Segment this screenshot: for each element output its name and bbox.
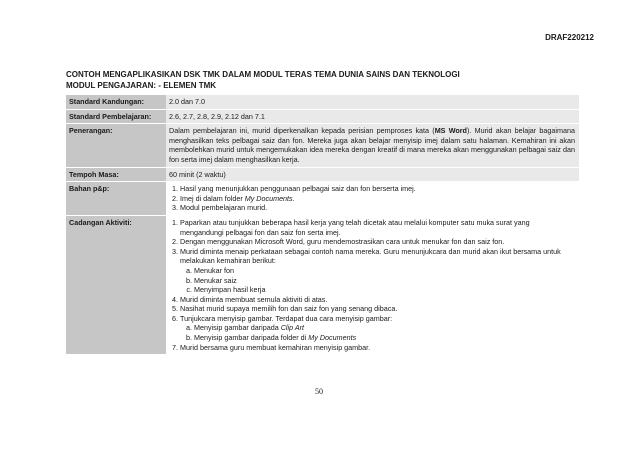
- value-standard-kandungan: 2.0 dan 7.0: [166, 95, 579, 109]
- aktiviti-item: [180, 247, 575, 295]
- aktiviti-subitem: c. Menyimpan hasil kerja: [194, 285, 575, 295]
- bahan-list: [169, 184, 575, 213]
- row-penerangan: [66, 124, 579, 167]
- label-standard-kandungan: Standard Kandungan:: [66, 95, 166, 109]
- document-title: [66, 70, 586, 91]
- aktiviti-subitem-text: Menyisip gambar daripada folder di: [194, 333, 309, 343]
- penerangan-text-1: Dalam pembelajaran ini, murid diperkenalkan kepada perisian pemproses kata (: [169, 126, 435, 136]
- aktiviti-subitem: [194, 323, 575, 333]
- aktiviti-item: [180, 218, 575, 237]
- aktiviti-item-text: Paparkan atau tunjukkan beberapa hasil kerja yang telah dicetak atau melalui komputer satu muka surat yang mengandungi pelbagai fon dan saiz fon serta imej.: [180, 217, 530, 237]
- aktiviti-item: [180, 343, 575, 353]
- bahan-item: [180, 194, 575, 204]
- label-cadangan-aktiviti: Cadangan Aktiviti:: [66, 215, 166, 354]
- bahan-item-text: Imej di dalam folder: [180, 193, 245, 203]
- bahan-item-text: Modul pembelajaran murid.: [180, 203, 268, 213]
- penerangan-text-2: ). Murid akan belajar bagaimana menghasilkan teks pelbagai saiz dan fon. Mereka juga akan belajar menyisip imej dalam satu halaman. Kemahiran ini akan membolehkan murid untuk mengemukakan idea mereka dengan kreatif di mana mereka akan menggunakan pelbagai saiz dan fon serta imej dalam menghasilkan kerja.: [169, 126, 576, 164]
- title-line-1: CONTOH MENGAPLIKASIKAN DSK TMK DALAM MODUL TERAS TEMA DUNIA SAINS DAN TEKNOLOGI: [66, 70, 460, 79]
- aktiviti-subitem: a. Menukar fon: [194, 266, 575, 276]
- aktiviti-sublist: [180, 323, 575, 342]
- value-standard-pembelajaran: 2.6, 2.7, 2.8, 2.9, 2.12 dan 7.1: [166, 109, 579, 124]
- value-tempoh-masa: 60 minit (2 waktu): [166, 167, 579, 182]
- bahan-item-italic: My Documents: [244, 193, 293, 203]
- bahan-item: [180, 184, 575, 194]
- aktiviti-item-text: Murid bersama guru membuat kemahiran menyisip gambar.: [180, 342, 371, 352]
- row-standard-pembelajaran: [66, 109, 579, 124]
- bahan-item-text: Hasil yang menunjukkan penggunaan pelbagai saiz dan fon berserta imej.: [180, 184, 416, 194]
- bahan-item-tail: .: [292, 193, 295, 203]
- aktiviti-subitem: [194, 333, 575, 343]
- aktiviti-subitem-text: Menyisip gambar daripada: [194, 323, 281, 333]
- aktiviti-item-text: Nasihat murid supaya memilih fon dan saiz fon yang senang dibaca.: [180, 304, 398, 314]
- aktiviti-sublist: [180, 266, 575, 295]
- label-standard-pembelajaran: Standard Pembelajaran:: [66, 109, 166, 124]
- row-bahan: [66, 182, 579, 216]
- aktiviti-item: [180, 237, 575, 247]
- row-standard-kandungan: [66, 95, 579, 109]
- penerangan-bold: MS Word: [434, 126, 467, 136]
- aktiviti-item: [180, 295, 575, 305]
- aktiviti-item-text: Dengan menggunakan Microsoft Word, guru mendemostrasikan cara untuk menukar fon dan saiz fon.: [180, 237, 505, 247]
- aktiviti-item-text: Murid diminta membuat semula aktiviti di atas.: [180, 294, 328, 304]
- page-number: 50: [315, 387, 323, 396]
- label-bahan: Bahan p&p:: [66, 182, 166, 216]
- aktiviti-item-text: Murid diminta menaip perkataan sebagai contoh nama mereka. Guru menunjukcara dan murid akan ikut bersama untuk melakukan kemahiran berikut:: [180, 246, 561, 266]
- aktiviti-item: [180, 314, 575, 343]
- module-table: [66, 95, 579, 355]
- value-cadangan-aktiviti: [166, 215, 579, 354]
- aktiviti-item: [180, 304, 575, 314]
- row-tempoh-masa: [66, 167, 579, 182]
- aktiviti-subitem: b. Menukar saiz: [194, 276, 575, 286]
- draft-code: DRAF220212: [545, 33, 594, 42]
- title-line-2: MODUL PENGAJARAN: - ELEMEN TMK: [66, 80, 217, 90]
- aktiviti-subitem-italic: My Documents: [308, 333, 357, 343]
- value-bahan: [166, 182, 579, 216]
- bahan-item: [180, 203, 575, 213]
- row-cadangan-aktiviti: [66, 215, 579, 354]
- aktiviti-subitem-italic: Clip Art: [280, 323, 304, 333]
- aktiviti-list: [169, 218, 575, 352]
- aktiviti-item-text: Tunjukcara menyisip gambar. Terdapat dua cara menyisip gambar:: [180, 313, 393, 323]
- label-tempoh-masa: Tempoh Masa:: [66, 167, 166, 182]
- label-penerangan: Penerangan:: [66, 124, 166, 167]
- value-penerangan: [166, 124, 579, 167]
